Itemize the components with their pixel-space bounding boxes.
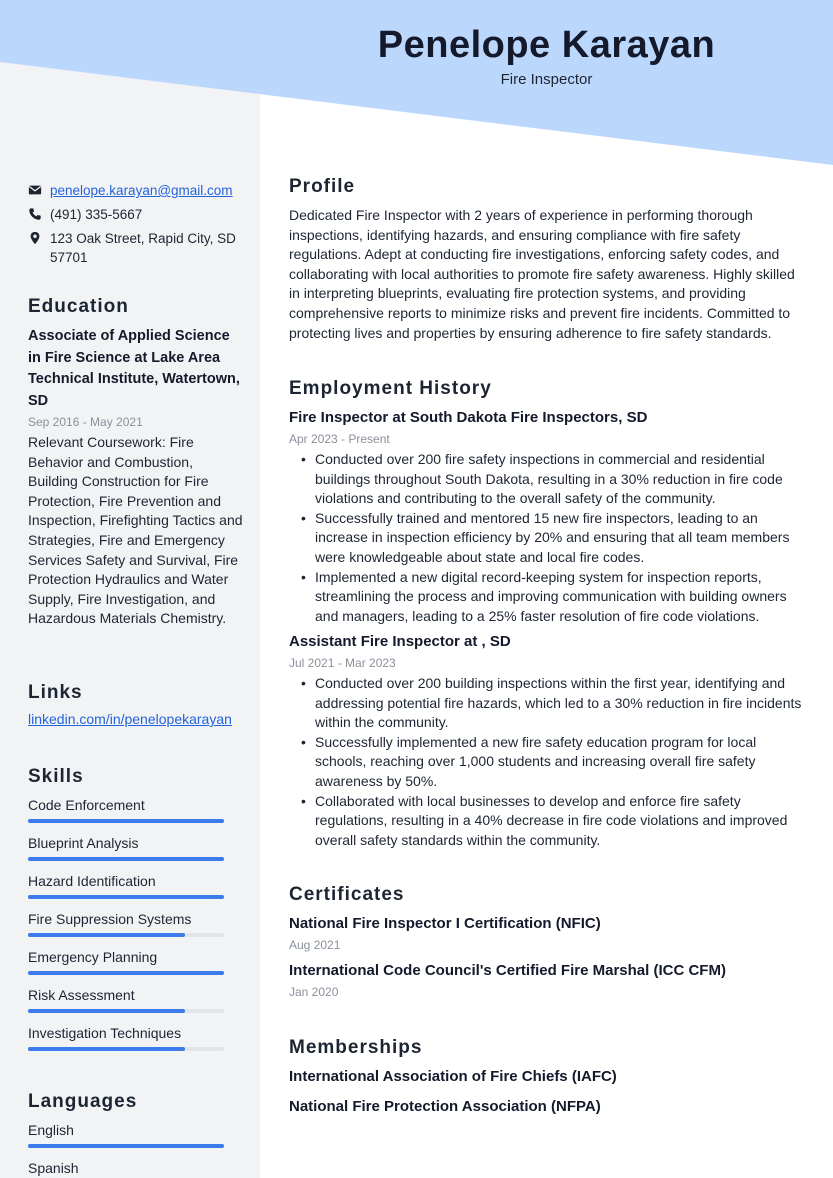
- phone-icon: [28, 205, 50, 226]
- education-heading: Education: [28, 296, 129, 317]
- language-name: English: [28, 1122, 74, 1138]
- skills-heading: Skills: [28, 766, 84, 787]
- certificate-date: Aug 2021: [289, 938, 341, 952]
- certificate-entry: [289, 960, 809, 1001]
- skill-bar: [28, 895, 224, 899]
- skill-bar: [28, 1009, 224, 1013]
- skill-item: [28, 909, 224, 947]
- certificate-entry: [289, 913, 809, 954]
- address: 123 Oak Street, Rapid City, SD 57701: [50, 231, 236, 265]
- job-date: Apr 2023 - Present: [289, 432, 390, 446]
- skill-bar-fill: [28, 933, 185, 937]
- linkedin-link[interactable]: linkedin.com/in/penelopekarayan: [28, 711, 232, 727]
- skill-bar-fill: [28, 1009, 185, 1013]
- language-name: Spanish: [28, 1160, 79, 1176]
- education-date: Sep 2016 - May 2021: [28, 415, 143, 429]
- certificate-title: International Code Council's Certified Fire Marshal (ICC CFM): [289, 962, 726, 979]
- profile-text: Dedicated Fire Inspector with 2 years of experience in performing thorough inspections, identifying hazards, and ensuring compliance with fire safety regulations. Adept at conducting fire investigations, enforcing safety codes, and collaborating with local authorities to promote fire safety awareness. Highly skilled in interpreting blueprints, evaluating fire protection systems, and providing comprehensive reports to minimize risks and prevent fire incidents. Committed to protecting lives and properties by ensuring adherence to fire safety standards.: [289, 207, 795, 341]
- job-entry: [289, 407, 809, 626]
- candidate-title: Fire Inspector: [500, 71, 593, 88]
- education-entry: [28, 326, 243, 629]
- skill-item: [28, 947, 224, 985]
- certificate-title: National Fire Inspector I Certification (NFIC): [289, 915, 601, 932]
- skill-bar-fill: [28, 819, 224, 823]
- skill-name: Hazard Identification: [28, 873, 156, 889]
- job-title: Assistant Fire Inspector at , SD: [289, 633, 511, 650]
- skills-list: [28, 795, 224, 1061]
- skill-item: [28, 833, 224, 871]
- job-bullet: • Conducted over 200 building inspections within the first year, identifying and addressing potential fire hazards, which led to a 30% reduction in fire incidents within the community.: [289, 674, 809, 733]
- job-bullets: [289, 450, 809, 626]
- contact-address-row: [28, 229, 253, 267]
- language-bar-fill: [28, 1144, 224, 1148]
- skill-name: Investigation Techniques: [28, 1025, 182, 1041]
- skill-name: Code Enforcement: [28, 797, 145, 813]
- skill-item: [28, 1023, 224, 1061]
- skill-name: Risk Assessment: [28, 987, 135, 1003]
- skill-bar-fill: [28, 1047, 185, 1051]
- skill-bar: [28, 1047, 224, 1051]
- envelope-icon: [28, 181, 50, 202]
- job-date: Jul 2021 - Mar 2023: [289, 656, 396, 670]
- links-heading: Links: [28, 682, 83, 703]
- employment-heading: Employment History: [289, 378, 492, 399]
- job-bullet: • Conducted over 200 fire safety inspections in commercial and residential buildings throughout South Dakota, resulting in a 30% reduction in fire code violations and contributing to the overall safety of the community.: [289, 450, 809, 509]
- email-link[interactable]: penelope.karayan@gmail.com: [50, 183, 233, 198]
- membership-item: National Fire Protection Association (NFPA): [289, 1098, 601, 1115]
- skill-name: Blueprint Analysis: [28, 835, 139, 851]
- language-item: [28, 1120, 224, 1158]
- skill-item: [28, 871, 224, 909]
- language-bar: [28, 1144, 224, 1148]
- memberships-heading: Memberships: [289, 1037, 423, 1058]
- candidate-name: Penelope Karayan: [377, 24, 716, 66]
- job-bullets: [289, 674, 809, 850]
- languages-heading: Languages: [28, 1091, 138, 1112]
- skill-bar-fill: [28, 895, 224, 899]
- skill-bar: [28, 819, 224, 823]
- profile-heading: Profile: [289, 176, 356, 197]
- job-title: Fire Inspector at South Dakota Fire Inspectors, SD: [289, 409, 648, 426]
- phone-number: (491) 335-5667: [50, 207, 143, 222]
- skill-bar: [28, 857, 224, 861]
- job-bullet: • Implemented a new digital record-keeping system for inspection reports, streamlining the process and improving communication with building owners and managers, leading to a 25% faster resolution of fire code violations.: [289, 568, 809, 627]
- job-bullet: • Successfully implemented a new fire safety education program for local schools, reaching over 1,000 students and increasing overall fire safety awareness by 50%.: [289, 733, 809, 792]
- skill-bar-fill: [28, 971, 224, 975]
- skill-bar: [28, 971, 224, 975]
- education-description: Relevant Coursework: Fire Behavior and Combustion, Building Construction for Fire Protection, Fire Prevention and Inspection, Firefighting Tactics and Strategies, Fire and Emergency Services Safety and Survival, Fire Protection Hydraulics and Water Supply, Fire Investigation, and Hazardous Materials Chemistry.: [28, 434, 243, 627]
- skill-item: [28, 795, 224, 833]
- contact-email-row: [28, 181, 253, 202]
- job-bullet: • Collaborated with local businesses to develop and enforce fire safety regulations, resulting in a 40% decrease in fire code violations and improved overall safety standards within the community.: [289, 792, 809, 851]
- skill-name: Fire Suppression Systems: [28, 911, 192, 927]
- certificate-date: Jan 2020: [289, 985, 339, 999]
- skill-bar-fill: [28, 857, 224, 861]
- language-item: [28, 1158, 224, 1178]
- education-degree: Associate of Applied Science in Fire Science at Lake Area Technical Institute, Watertown, SD: [28, 328, 240, 409]
- languages-list: [28, 1120, 224, 1178]
- skill-name: Emergency Planning: [28, 949, 158, 965]
- certificates-heading: Certificates: [289, 884, 405, 905]
- contact-details: [28, 181, 253, 270]
- membership-item: International Association of Fire Chiefs (IAFC): [289, 1068, 617, 1085]
- skill-item: [28, 985, 224, 1023]
- skill-bar: [28, 933, 224, 937]
- contact-phone-row: [28, 205, 253, 226]
- job-entry: [289, 631, 809, 850]
- job-bullet: • Successfully trained and mentored 15 new fire inspectors, leading to an increase in inspection efficiency by 20% and ensuring that all team members were knowledgeable about state and local fire codes.: [289, 509, 809, 568]
- map-pin-icon: [28, 229, 50, 250]
